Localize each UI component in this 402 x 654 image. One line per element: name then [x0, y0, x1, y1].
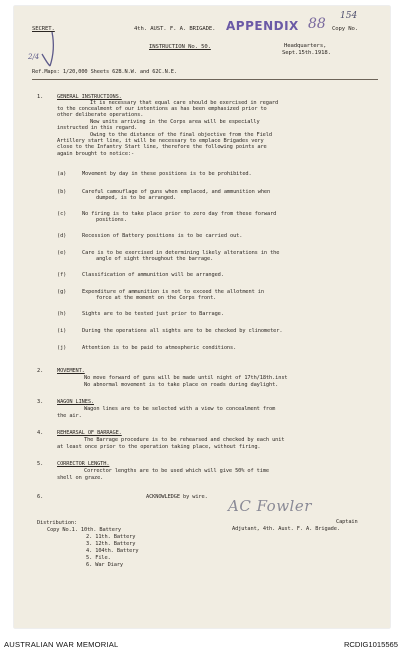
- appendix-stamp: APPENDIX: [226, 19, 299, 33]
- header-rule: [32, 79, 378, 80]
- appendix-number: 88: [308, 16, 326, 32]
- distribution-item: 4. 104th. Battery: [86, 548, 139, 554]
- document-page: [14, 6, 390, 628]
- section-1-text-line: again brought to notice:-: [57, 151, 135, 157]
- point-d-letter: (d): [57, 233, 67, 239]
- section-5-text-line: Corrector lengths are to be used which will give 50% of time: [84, 468, 269, 474]
- section-1-text-line: Artillery start line, it will be necessary to emplace Brigades very: [57, 138, 264, 144]
- margin-note: 2/4: [28, 53, 40, 61]
- archive-footer: [0, 636, 402, 654]
- point-j-text: Attention is to be paid to atmospheric conditions.: [82, 345, 237, 351]
- pen-check-mark: [34, 30, 64, 70]
- section-1-text-line: It is necessary that equal care should be exercised in regard: [90, 100, 279, 106]
- point-g-letter: (g): [57, 289, 67, 295]
- section-1-text-line: instructed in this regard.: [57, 125, 138, 131]
- section-1-number: 1.: [37, 94, 44, 100]
- section-3-text-line: the air.: [57, 413, 82, 419]
- point-g-text: force at the moment on the Corps front.: [96, 295, 217, 301]
- headquarters-label: Headquarters,: [284, 43, 327, 49]
- section-5-text-line: shell on graze.: [57, 475, 104, 481]
- distribution-item: 5. File.: [86, 555, 111, 561]
- point-c-text: No firing is to take place prior to zero day from these forward: [82, 211, 277, 217]
- section-2-text-line: No abnormal movement is to take place on roads during daylight.: [84, 382, 279, 388]
- section-1-text-line: other deliberate operations.: [57, 112, 144, 118]
- section-6-text: ACKNOWLEDGE by wire.: [146, 494, 208, 500]
- section-1-text-line: to the concealment of our intentions as has been emphasized prior to: [57, 106, 267, 112]
- section-2-text-line: No move forward of guns will be made until night of 17th/18th.inst: [84, 375, 288, 381]
- section-3-title: WAGON LINES.: [57, 399, 94, 405]
- section-4-title: REHEARSAL OF BARRAGE.: [57, 430, 122, 436]
- point-a-letter: (a): [57, 171, 67, 177]
- point-e-text: Care is to be exercised in determining likely alterations in the: [82, 250, 280, 256]
- section-3-number: 3.: [37, 399, 44, 405]
- section-2-number: 2.: [37, 368, 44, 374]
- point-g-text: Expenditure of ammunition is not to exceed the allotment in: [82, 289, 264, 295]
- section-1-text-line: New units arriving in the Corps area will be especially: [90, 119, 260, 125]
- point-h-text: Sights are to be tested just prior to Barrage.: [82, 311, 224, 317]
- copy-number-label: Copy No.: [332, 26, 359, 32]
- distribution-item: Copy No.1. 10th. Battery: [47, 527, 121, 533]
- point-b-text: Careful camouflage of guns when emplaced, and ammunition when: [82, 189, 271, 195]
- section-3-text-line: Wagon lines are to be selected with a view to concealment from: [84, 406, 276, 412]
- point-b-text: dumped, is to be arranged.: [96, 195, 177, 201]
- page-number: 154: [340, 11, 358, 21]
- point-f-text: Classification of ammunition will be arranged.: [82, 272, 224, 278]
- section-5-number: 5.: [37, 461, 44, 467]
- distribution-item: 6. War Diary: [86, 562, 123, 568]
- distribution-item: 3. 12th. Battery: [86, 541, 136, 547]
- section-4-text-line: The Barrage procedure is to be rehearsed and checked by each unit: [84, 437, 285, 443]
- brigade-label: 4th. AUST. F. A. BRIGADE.: [134, 26, 216, 32]
- archive-id: RCDIG1015565: [343, 640, 398, 649]
- point-b-letter: (b): [57, 189, 67, 195]
- section-1-text-line: close to the Infantry Start line, therefore the following points are: [57, 144, 267, 150]
- point-c-text: positions.: [96, 217, 127, 223]
- section-1-text-line: Owing to the distance of the final objective from the Field: [90, 132, 272, 138]
- point-h-letter: (h): [57, 311, 67, 317]
- reference-maps: Ref.Maps: 1/20,000 Sheets 62B.N.W. and 62C.N.E.: [32, 69, 177, 75]
- signature-title: Adjutant, 4th. Aust. F. A. Brigade.: [232, 526, 340, 532]
- point-j-letter: (j): [57, 345, 67, 351]
- instruction-number: INSTRUCTION No. 50.: [149, 44, 211, 50]
- section-5-title: CORRECTOR LENGTH.: [57, 461, 110, 467]
- section-1-title: GENERAL INSTRUCTIONS.: [57, 94, 122, 100]
- section-4-number: 4.: [37, 430, 44, 436]
- signature-rank: Captain: [336, 519, 358, 525]
- distribution-item: 2. 11th. Battery: [86, 534, 136, 540]
- point-a-text: Movement by day in these positions is to be prohibited.: [82, 171, 252, 177]
- point-e-text: angle of sight throughout the barrage.: [96, 256, 214, 262]
- point-c-letter: (c): [57, 211, 67, 217]
- point-d-text: Recession of Battery positions is to be carried out.: [82, 233, 243, 239]
- point-i-letter: (i): [57, 328, 67, 334]
- secret-label: SECRET.: [32, 26, 55, 32]
- section-2-title: MOVEMENT.: [57, 368, 85, 374]
- section-4-text-line: at least once prior to the operation taking place, without firing.: [57, 444, 261, 450]
- document-date: Sept.15th.1918.: [282, 50, 331, 56]
- point-f-letter: (f): [57, 272, 67, 278]
- handwritten-signature: AC Fowler: [228, 497, 312, 515]
- point-e-letter: (e): [57, 250, 67, 256]
- section-6-number: 6.: [37, 494, 44, 500]
- point-i-text: During the operations all sights are to be checked by clinometer.: [82, 328, 283, 334]
- archive-name: AUSTRALIAN WAR MEMORIAL: [4, 640, 119, 649]
- distribution-heading: Distribution:: [37, 520, 78, 526]
